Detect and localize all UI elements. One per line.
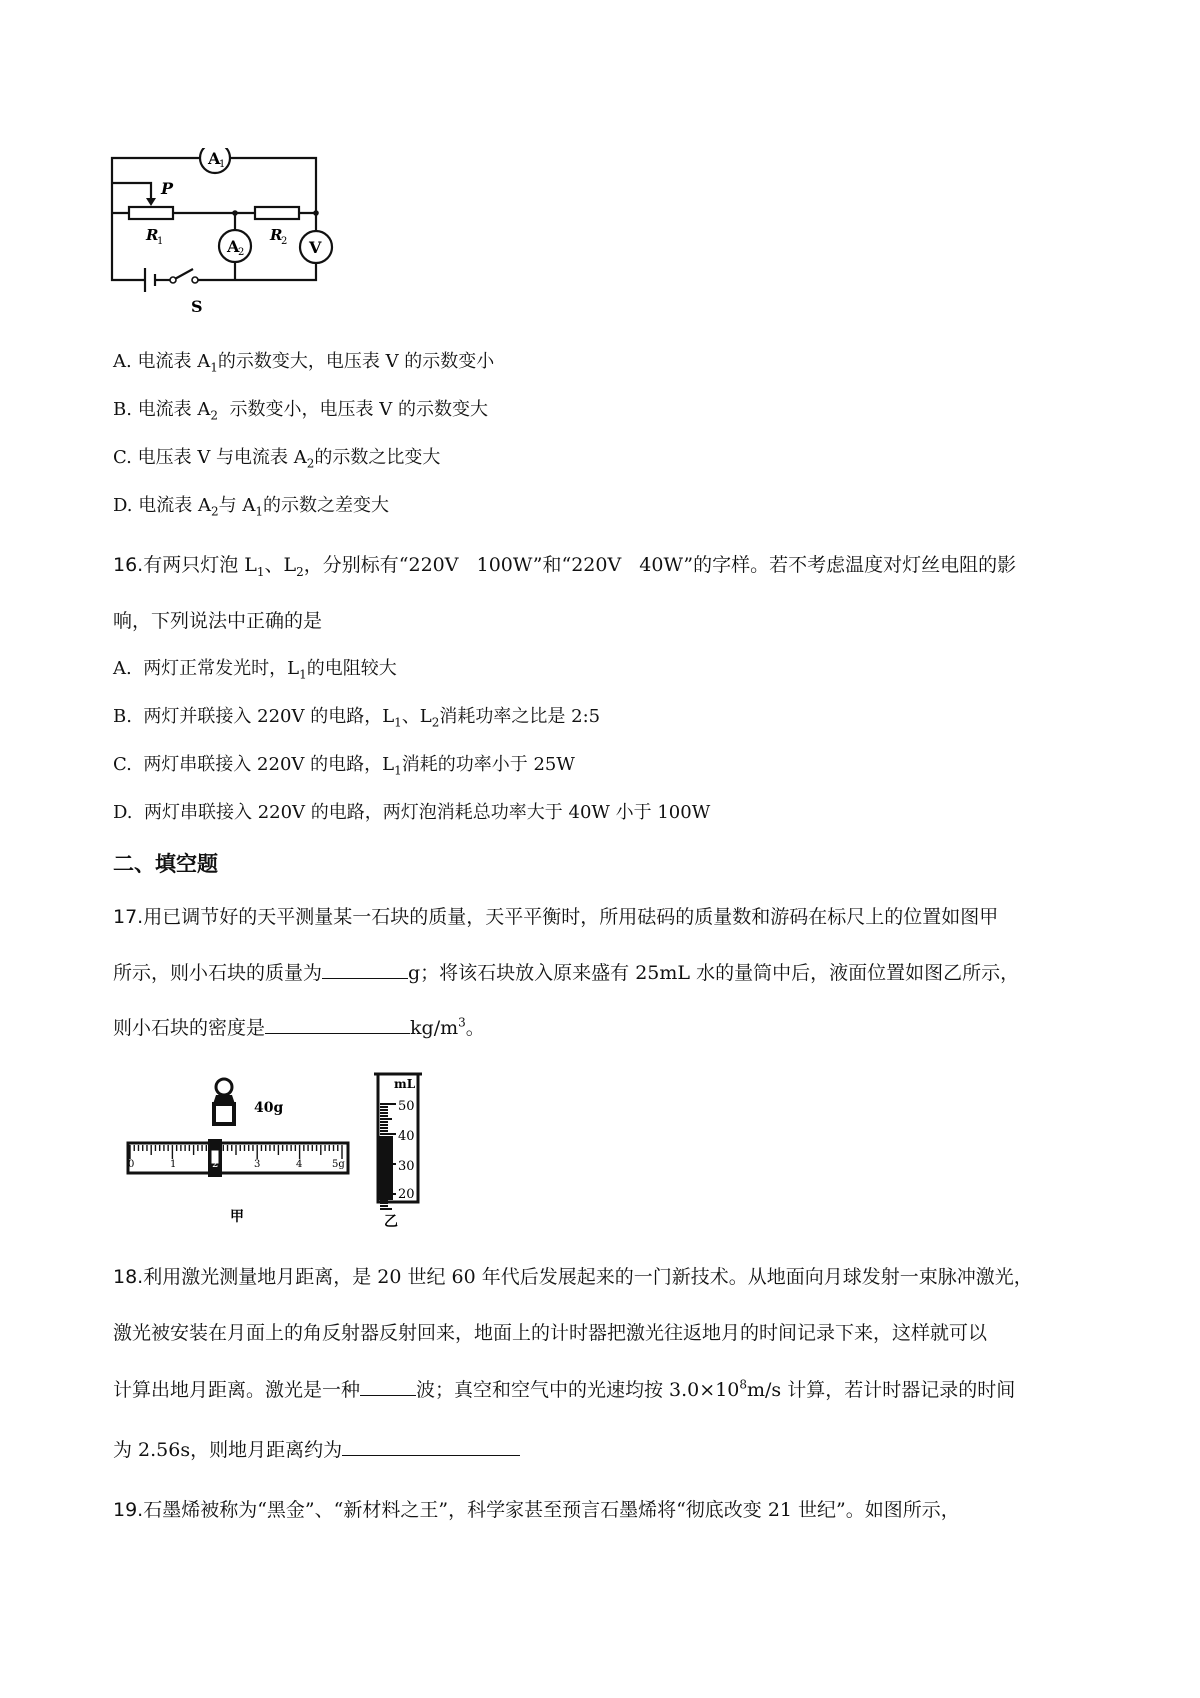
voltmeter-v — [300, 231, 332, 263]
cylinder-unit: mL — [394, 1077, 416, 1091]
ruler-tick-label: 5g — [332, 1159, 345, 1170]
ruler-tick-label: 4 — [296, 1159, 303, 1170]
cylinder-tick-label: 50 — [398, 1099, 415, 1114]
ammeter-a1 — [200, 148, 230, 173]
q16-option-a: A. 两灯正常发光时，$L_1$的电阻较大 — [113, 658, 397, 682]
answer-blank-distance[interactable] — [342, 1437, 520, 1456]
svg-text:A: A — [227, 237, 240, 256]
q18-stem-line2: 激光被安装在月面上的角反射器反射回来，地面上的计时器把激光往返地月的时间记录下来，这样就可以 — [113, 1322, 988, 1344]
circuit-diagram — [105, 148, 375, 320]
q18-stem-line1: 18.利用激光测量地月距离，是 20 世纪 60 年代后发展起来的一门新技术。从地面向月球发射一束脉冲激光， — [113, 1266, 1033, 1288]
q16-stem-line1: 16.有两只灯泡 $L_1$、$L_2$，分别标有“220V 100W”和“220V 40W”的字样。若不考虑温度对灯丝电阻的影 — [113, 554, 1017, 579]
label-r2-sub: 2 — [281, 236, 288, 247]
q16-stem-line2: 响，下列说法中正确的是 — [113, 610, 323, 632]
svg-text:1: 1 — [219, 159, 226, 170]
cylinder-tick-label: 20 — [398, 1187, 415, 1202]
caption-left: 甲 — [230, 1209, 244, 1225]
q17-stem-line1: 17.用已调节好的天平测量某一石块的质量，天平平衡时，所用砝码的质量数和游码在标尺上的位置如图甲 — [113, 906, 999, 928]
cylinder-tick-label: 30 — [398, 1159, 415, 1174]
cylinder-figure — [370, 1068, 440, 1233]
ruler-tick-label: 2 — [212, 1159, 219, 1170]
q15-option-c: C. 电压表 V 与电流表 $A_2$的示数之比变大 — [113, 447, 441, 471]
section-title: 二、填空题 — [113, 852, 218, 876]
q15-option-d: D. 电流表 $A_2$与 $A_1$的示数之差变大 — [113, 495, 389, 519]
ammeter-a2 — [219, 230, 251, 262]
ruler-tick-label: 0 — [128, 1159, 135, 1170]
answer-blank-density[interactable] — [265, 1015, 410, 1034]
q15-option-b: B. 电流表 $A_2$ 示数变小，电压表 V 的示数变大 — [113, 399, 488, 423]
ruler-tick-label: 3 — [254, 1159, 261, 1170]
svg-text:2: 2 — [238, 247, 245, 258]
svg-text:A: A — [208, 149, 221, 168]
q17-stem-line2: 所示，则小石块的质量为 g；将该石块放入原来盛有 25mL 水的量筒中后，液面位置如图乙所示， — [113, 962, 1020, 984]
label-r2: R — [270, 226, 283, 244]
answer-blank-wave[interactable] — [360, 1377, 416, 1396]
label-r1-sub: 1 — [157, 236, 164, 247]
weight-icon — [213, 1079, 235, 1124]
q17-stem-line3: 则小石块的密度是 $kg/m^3$。 — [113, 1015, 485, 1039]
weight-label: 40g — [254, 1100, 284, 1116]
answer-blank-mass[interactable] — [322, 960, 408, 979]
q18-stem-line3: 计算出地月距离。激光是一种 波；真空和空气中的光速均按 $3.0\times 10^8m/s$ 计算，若计时器记录的时间 — [113, 1377, 1016, 1401]
q15-option-a: A. 电流表 $A_1$的示数变大，电压表 V 的示数变小 — [113, 351, 495, 375]
balance-figure — [120, 1075, 360, 1230]
svg-text:V: V — [309, 238, 322, 257]
label-r1: R — [146, 226, 159, 244]
q16-option-c: C. 两灯串联接入 220V 的电路，$L_1$消耗的功率小于 25W — [113, 754, 575, 778]
q18-stem-line4: 为 2.56s，则地月距离约为 — [113, 1437, 520, 1462]
cylinder-tick-label: 40 — [398, 1129, 415, 1144]
q16-option-b: B. 两灯并联接入 220V 的电路，$L_1$、$L_2$消耗功率之比是 2:5 — [113, 706, 601, 730]
q19-stem-line1: 19.石墨烯被称为“黑金”、“新材料之王”，科学家甚至预言石墨烯将“彻底改变 21 世纪”。如图所示， — [113, 1499, 960, 1521]
q16-option-d: D. 两灯串联接入 220V 的电路，两灯泡消耗总功率大于 40W 小于 100W — [113, 802, 711, 823]
caption-right: 乙 — [384, 1214, 398, 1230]
label-p: P — [161, 179, 174, 198]
ruler-tick-label: 1 — [170, 1159, 177, 1170]
label-s: S — [191, 297, 203, 316]
